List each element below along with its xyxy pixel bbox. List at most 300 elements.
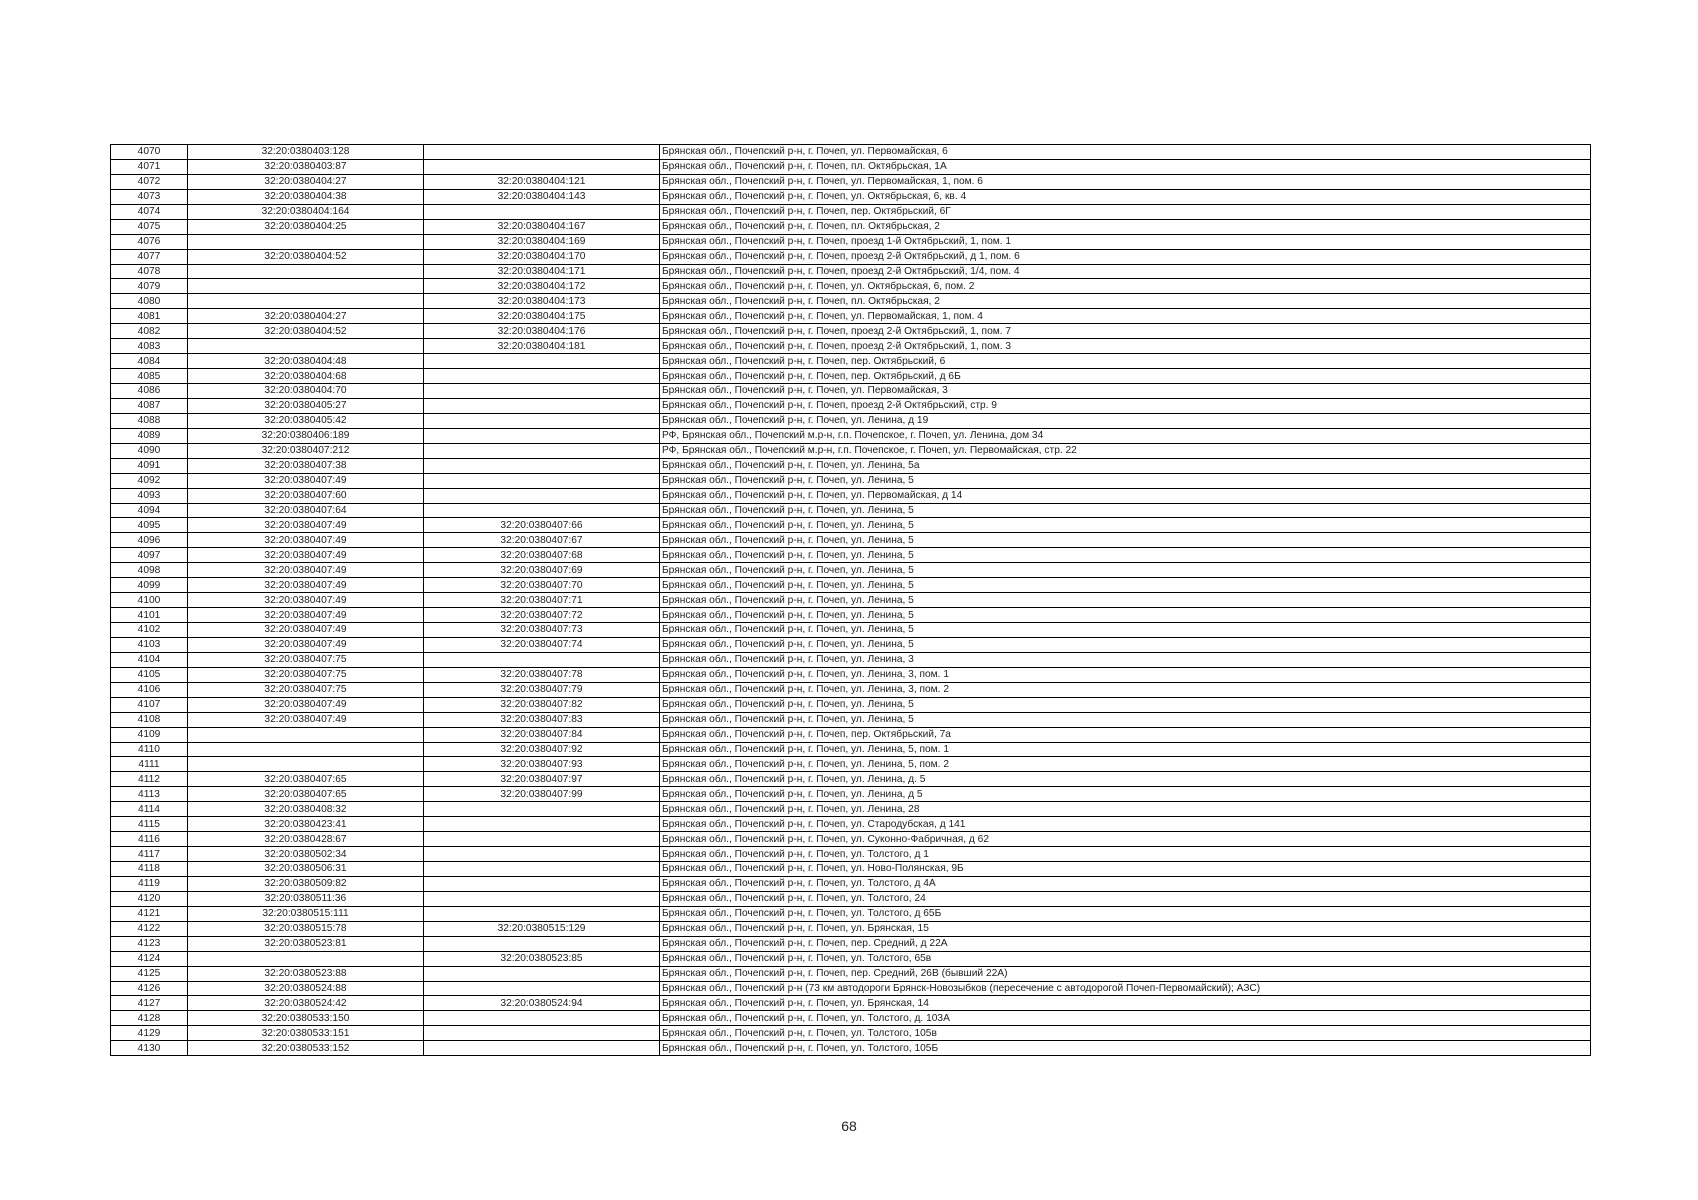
table-row <box>111 533 1591 548</box>
address-cell: Брянская обл., Почепский р-н, г. Почеп, ул. Ленина, 5, пом. 1 <box>660 742 1591 757</box>
cadastral-number-cell <box>188 279 424 294</box>
address-cell: Брянская обл., Почепский р-н, г. Почеп, ул. Ленина, 5 <box>660 623 1591 638</box>
cadastral-number-cell <box>188 294 424 309</box>
address-cell: РФ, Брянская обл., Почепский м.р-н, г.п. Почепское, г. Почеп, ул. Первомайская, стр. 22 <box>660 443 1591 458</box>
row-number-cell: 4071 <box>111 159 188 174</box>
row-number-cell: 4075 <box>111 219 188 234</box>
related-cadastral-number-cell <box>424 145 660 160</box>
related-cadastral-number-cell <box>424 443 660 458</box>
table-row <box>111 772 1591 787</box>
table-row <box>111 727 1591 742</box>
related-cadastral-number-cell: 32:20:0380407:69 <box>424 563 660 578</box>
row-number-cell: 4073 <box>111 189 188 204</box>
cadastral-number-cell: 32:20:0380407:65 <box>188 772 424 787</box>
address-cell: Брянская обл., Почепский р-н, г. Почеп, ул. Ленина, 5 <box>660 533 1591 548</box>
row-number-cell: 4097 <box>111 548 188 563</box>
cadastral-number-cell: 32:20:0380502:34 <box>188 847 424 862</box>
address-cell: Брянская обл., Почепский р-н, г. Почеп, ул. Ленина, 5 <box>660 608 1591 623</box>
cadastral-number-cell: 32:20:0380515:78 <box>188 921 424 936</box>
cadastral-number-cell: 32:20:0380407:75 <box>188 652 424 667</box>
row-number-cell: 4107 <box>111 697 188 712</box>
cadastral-number-cell: 32:20:0380523:88 <box>188 966 424 981</box>
address-cell: Брянская обл., Почепский р-н, г. Почеп, ул. Суконно-Фабричная, д 62 <box>660 832 1591 847</box>
row-number-cell: 4125 <box>111 966 188 981</box>
row-number-cell: 4094 <box>111 503 188 518</box>
table-row <box>111 548 1591 563</box>
cadastral-number-cell: 32:20:0380533:152 <box>188 1041 424 1056</box>
address-cell: Брянская обл., Почепский р-н (73 км автодороги Брянск-Новозыбков (пересечение с автодорогой Почеп-Первомайский); АЗС) <box>660 981 1591 996</box>
address-cell: Брянская обл., Почепский р-н, г. Почеп, ул. Ленина, 3 <box>660 652 1591 667</box>
address-cell: РФ, Брянская обл., Почепский м.р-н, г.п. Почепское, г. Почеп, ул. Ленина, дом 34 <box>660 428 1591 443</box>
table-row <box>111 817 1591 832</box>
row-number-cell: 4095 <box>111 518 188 533</box>
row-number-cell: 4080 <box>111 294 188 309</box>
cadastral-number-cell <box>188 234 424 249</box>
table-row <box>111 862 1591 877</box>
row-number-cell: 4086 <box>111 384 188 399</box>
address-cell: Брянская обл., Почепский р-н, г. Почеп, ул. Ленина, 3, пом. 1 <box>660 667 1591 682</box>
table-row <box>111 921 1591 936</box>
address-cell: Брянская обл., Почепский р-н, г. Почеп, ул. Первомайская, 6 <box>660 145 1591 160</box>
related-cadastral-number-cell <box>424 876 660 891</box>
cadastral-number-cell: 32:20:0380407:75 <box>188 667 424 682</box>
cadastral-number-cell: 32:20:0380407:49 <box>188 623 424 638</box>
related-cadastral-number-cell: 32:20:0380407:99 <box>424 787 660 802</box>
address-cell: Брянская обл., Почепский р-н, г. Почеп, ул. Толстого, д 65Б <box>660 906 1591 921</box>
row-number-cell: 4102 <box>111 623 188 638</box>
table-row <box>111 578 1591 593</box>
table-row <box>111 413 1591 428</box>
address-cell: Брянская обл., Почепский р-н, г. Почеп, ул. Ленина, 5 <box>660 518 1591 533</box>
row-number-cell: 4112 <box>111 772 188 787</box>
table-row <box>111 981 1591 996</box>
address-cell: Брянская обл., Почепский р-н, г. Почеп, ул. Ленина, 5 <box>660 593 1591 608</box>
page-number: 68 <box>841 1118 857 1134</box>
table-row <box>111 832 1591 847</box>
cadastral-number-cell <box>188 339 424 354</box>
cadastral-number-cell: 32:20:0380407:60 <box>188 488 424 503</box>
row-number-cell: 4104 <box>111 652 188 667</box>
related-cadastral-number-cell <box>424 847 660 862</box>
row-number-cell: 4081 <box>111 309 188 324</box>
cadastral-number-cell: 32:20:0380407:49 <box>188 593 424 608</box>
cadastral-number-cell: 32:20:0380404:52 <box>188 324 424 339</box>
row-number-cell: 4093 <box>111 488 188 503</box>
row-number-cell: 4121 <box>111 906 188 921</box>
address-cell: Брянская обл., Почепский р-н, г. Почеп, ул. Ленина, 5 <box>660 637 1591 652</box>
table-row <box>111 174 1591 189</box>
cadastral-number-cell: 32:20:0380524:88 <box>188 981 424 996</box>
related-cadastral-number-cell <box>424 906 660 921</box>
row-number-cell: 4105 <box>111 667 188 682</box>
table-row <box>111 339 1591 354</box>
address-cell: Брянская обл., Почепский р-н, г. Почеп, ул. Ленина, 5а <box>660 458 1591 473</box>
related-cadastral-number-cell: 32:20:0380407:72 <box>424 608 660 623</box>
related-cadastral-number-cell: 32:20:0380404:170 <box>424 249 660 264</box>
address-cell: Брянская обл., Почепский р-н, г. Почеп, ул. Толстого, д 1 <box>660 847 1591 862</box>
row-number-cell: 4092 <box>111 473 188 488</box>
cadastral-number-cell <box>188 727 424 742</box>
row-number-cell: 4113 <box>111 787 188 802</box>
table-row <box>111 623 1591 638</box>
table-row <box>111 443 1591 458</box>
related-cadastral-number-cell <box>424 817 660 832</box>
table-row <box>111 324 1591 339</box>
cadastral-number-cell: 32:20:0380407:49 <box>188 637 424 652</box>
cadastral-number-cell: 32:20:0380407:49 <box>188 533 424 548</box>
row-number-cell: 4084 <box>111 354 188 369</box>
cadastral-number-cell: 32:20:0380524:42 <box>188 996 424 1011</box>
related-cadastral-number-cell <box>424 832 660 847</box>
row-number-cell: 4070 <box>111 145 188 160</box>
cadastral-number-cell: 32:20:0380403:128 <box>188 145 424 160</box>
row-number-cell: 4096 <box>111 533 188 548</box>
related-cadastral-number-cell <box>424 384 660 399</box>
address-cell: Брянская обл., Почепский р-н, г. Почеп, ул. Первомайская, 1, пом. 4 <box>660 309 1591 324</box>
related-cadastral-number-cell: 32:20:0380407:71 <box>424 593 660 608</box>
cadastral-number-cell: 32:20:0380428:67 <box>188 832 424 847</box>
related-cadastral-number-cell <box>424 966 660 981</box>
cadastral-number-cell: 32:20:0380407:38 <box>188 458 424 473</box>
address-cell: Брянская обл., Почепский р-н, г. Почеп, ул. Толстого, 24 <box>660 891 1591 906</box>
row-number-cell: 4109 <box>111 727 188 742</box>
table-row <box>111 996 1591 1011</box>
address-cell: Брянская обл., Почепский р-н, г. Почеп, пл. Октябрьская, 2 <box>660 294 1591 309</box>
address-cell: Брянская обл., Почепский р-н, г. Почеп, пер. Октябрьский, д 6Б <box>660 369 1591 384</box>
table-row <box>111 234 1591 249</box>
related-cadastral-number-cell: 32:20:0380407:66 <box>424 518 660 533</box>
address-cell: Брянская обл., Почепский р-н, г. Почеп, проезд 2-й Октябрьский, д 1, пом. 6 <box>660 249 1591 264</box>
cadastral-number-cell: 32:20:0380533:151 <box>188 1026 424 1041</box>
table-row <box>111 204 1591 219</box>
row-number-cell: 4123 <box>111 936 188 951</box>
related-cadastral-number-cell <box>424 398 660 413</box>
cadastral-number-cell <box>188 742 424 757</box>
row-number-cell: 4100 <box>111 593 188 608</box>
related-cadastral-number-cell: 32:20:0380404:176 <box>424 324 660 339</box>
table-row <box>111 951 1591 966</box>
table-row <box>111 398 1591 413</box>
table-row <box>111 847 1591 862</box>
related-cadastral-number-cell <box>424 652 660 667</box>
cadastral-number-cell: 32:20:0380405:27 <box>188 398 424 413</box>
related-cadastral-number-cell <box>424 473 660 488</box>
cadastral-number-cell: 32:20:0380404:38 <box>188 189 424 204</box>
table-row <box>111 354 1591 369</box>
cadastral-number-cell: 32:20:0380407:49 <box>188 697 424 712</box>
related-cadastral-number-cell <box>424 1011 660 1026</box>
address-cell: Брянская обл., Почепский р-н, г. Почеп, ул. Ленина, 5 <box>660 503 1591 518</box>
row-number-cell: 4089 <box>111 428 188 443</box>
row-number-cell: 4129 <box>111 1026 188 1041</box>
related-cadastral-number-cell <box>424 458 660 473</box>
table-row <box>111 428 1591 443</box>
table-row <box>111 219 1591 234</box>
row-number-cell: 4090 <box>111 443 188 458</box>
related-cadastral-number-cell: 32:20:0380407:97 <box>424 772 660 787</box>
row-number-cell: 4124 <box>111 951 188 966</box>
table-row <box>111 936 1591 951</box>
row-number-cell: 4122 <box>111 921 188 936</box>
row-number-cell: 4077 <box>111 249 188 264</box>
address-cell: Брянская обл., Почепский р-н, г. Почеп, проезд 2-й Октябрьский, 1, пом. 7 <box>660 324 1591 339</box>
table-row <box>111 503 1591 518</box>
table-row <box>111 757 1591 772</box>
related-cadastral-number-cell: 32:20:0380407:67 <box>424 533 660 548</box>
cadastral-number-cell: 32:20:0380404:68 <box>188 369 424 384</box>
related-cadastral-number-cell <box>424 354 660 369</box>
row-number-cell: 4072 <box>111 174 188 189</box>
related-cadastral-number-cell: 32:20:0380407:92 <box>424 742 660 757</box>
related-cadastral-number-cell: 32:20:0380407:73 <box>424 623 660 638</box>
cadastral-number-cell: 32:20:0380407:65 <box>188 787 424 802</box>
cadastral-number-cell <box>188 264 424 279</box>
address-cell: Брянская обл., Почепский р-н, г. Почеп, ул. Ленина, 5 <box>660 578 1591 593</box>
cadastral-number-cell: 32:20:0380404:52 <box>188 249 424 264</box>
cadastral-number-cell: 32:20:0380404:70 <box>188 384 424 399</box>
address-cell: Брянская обл., Почепский р-н, г. Почеп, пер. Октябрьский, 7а <box>660 727 1591 742</box>
table-row <box>111 369 1591 384</box>
address-cell: Брянская обл., Почепский р-н, г. Почеп, ул. Первомайская, 3 <box>660 384 1591 399</box>
related-cadastral-number-cell: 32:20:0380404:121 <box>424 174 660 189</box>
row-number-cell: 4111 <box>111 757 188 772</box>
cadastral-number-cell: 32:20:0380405:42 <box>188 413 424 428</box>
address-cell: Брянская обл., Почепский р-н, г. Почеп, пл. Октябрьская, 1А <box>660 159 1591 174</box>
address-cell: Брянская обл., Почепский р-н, г. Почеп, ул. Ленина, 3, пом. 2 <box>660 682 1591 697</box>
cadastral-number-cell: 32:20:0380407:75 <box>188 682 424 697</box>
address-cell: Брянская обл., Почепский р-н, г. Почеп, проезд 2-й Октябрьский, 1, пом. 3 <box>660 339 1591 354</box>
related-cadastral-number-cell: 32:20:0380404:169 <box>424 234 660 249</box>
table-row <box>111 637 1591 652</box>
table-body <box>111 145 1591 1056</box>
related-cadastral-number-cell <box>424 802 660 817</box>
row-number-cell: 4130 <box>111 1041 188 1056</box>
row-number-cell: 4126 <box>111 981 188 996</box>
table-row <box>111 608 1591 623</box>
row-number-cell: 4087 <box>111 398 188 413</box>
cadastral-number-cell: 32:20:0380404:27 <box>188 174 424 189</box>
cadastral-number-cell: 32:20:0380408:32 <box>188 802 424 817</box>
cadastral-number-cell: 32:20:0380407:212 <box>188 443 424 458</box>
address-cell: Брянская обл., Почепский р-н, г. Почеп, пер. Средний, д 22А <box>660 936 1591 951</box>
cadastral-number-cell: 32:20:0380515:111 <box>188 906 424 921</box>
address-cell: Брянская обл., Почепский р-н, г. Почеп, ул. Ленина, 5 <box>660 548 1591 563</box>
related-cadastral-number-cell <box>424 936 660 951</box>
table-row <box>111 488 1591 503</box>
row-number-cell: 4108 <box>111 712 188 727</box>
address-cell: Брянская обл., Почепский р-н, г. Почеп, ул. Октябрьская, 6, кв. 4 <box>660 189 1591 204</box>
related-cadastral-number-cell <box>424 413 660 428</box>
row-number-cell: 4101 <box>111 608 188 623</box>
row-number-cell: 4079 <box>111 279 188 294</box>
address-cell: Брянская обл., Почепский р-н, г. Почеп, ул. Ленина, 5 <box>660 563 1591 578</box>
related-cadastral-number-cell: 32:20:0380404:181 <box>424 339 660 354</box>
related-cadastral-number-cell: 32:20:0380407:83 <box>424 712 660 727</box>
related-cadastral-number-cell: 32:20:0380404:173 <box>424 294 660 309</box>
row-number-cell: 4110 <box>111 742 188 757</box>
address-cell: Брянская обл., Почепский р-н, г. Почеп, пер. Октябрьский, 6 <box>660 354 1591 369</box>
address-cell: Брянская обл., Почепский р-н, г. Почеп, ул. Толстого, д. 103А <box>660 1011 1591 1026</box>
related-cadastral-number-cell: 32:20:0380404:172 <box>424 279 660 294</box>
cadastral-number-cell: 32:20:0380404:27 <box>188 309 424 324</box>
table-row <box>111 802 1591 817</box>
cadastral-number-cell: 32:20:0380406:189 <box>188 428 424 443</box>
table-row <box>111 1026 1591 1041</box>
table-row <box>111 742 1591 757</box>
row-number-cell: 4078 <box>111 264 188 279</box>
row-number-cell: 4115 <box>111 817 188 832</box>
address-cell: Брянская обл., Почепский р-н, г. Почеп, ул. Стародубская, д 141 <box>660 817 1591 832</box>
row-number-cell: 4127 <box>111 996 188 1011</box>
row-number-cell: 4128 <box>111 1011 188 1026</box>
row-number-cell: 4098 <box>111 563 188 578</box>
related-cadastral-number-cell: 32:20:0380407:79 <box>424 682 660 697</box>
related-cadastral-number-cell <box>424 369 660 384</box>
address-cell: Брянская обл., Почепский р-н, г. Почеп, ул. Толстого, 105Б <box>660 1041 1591 1056</box>
table-row <box>111 697 1591 712</box>
related-cadastral-number-cell <box>424 488 660 503</box>
table-row <box>111 891 1591 906</box>
cadastral-number-cell: 32:20:0380523:81 <box>188 936 424 951</box>
related-cadastral-number-cell <box>424 1026 660 1041</box>
related-cadastral-number-cell: 32:20:0380407:93 <box>424 757 660 772</box>
row-number-cell: 4099 <box>111 578 188 593</box>
table-row <box>111 876 1591 891</box>
row-number-cell: 4083 <box>111 339 188 354</box>
table-row <box>111 458 1591 473</box>
address-cell: Брянская обл., Почепский р-н, г. Почеп, ул. Ленина, 5, пом. 2 <box>660 757 1591 772</box>
address-cell: Брянская обл., Почепский р-н, г. Почеп, ул. Ленина, д 19 <box>660 413 1591 428</box>
row-number-cell: 4120 <box>111 891 188 906</box>
table-row <box>111 1041 1591 1056</box>
table-row <box>111 1011 1591 1026</box>
cadastral-number-cell: 32:20:0380407:49 <box>188 578 424 593</box>
table-row <box>111 563 1591 578</box>
related-cadastral-number-cell: 32:20:0380515:129 <box>424 921 660 936</box>
row-number-cell: 4117 <box>111 847 188 862</box>
address-cell: Брянская обл., Почепский р-н, г. Почеп, проезд 2-й Октябрьский, стр. 9 <box>660 398 1591 413</box>
related-cadastral-number-cell <box>424 159 660 174</box>
row-number-cell: 4085 <box>111 369 188 384</box>
related-cadastral-number-cell: 32:20:0380407:68 <box>424 548 660 563</box>
table-row <box>111 787 1591 802</box>
row-number-cell: 4091 <box>111 458 188 473</box>
table-row <box>111 667 1591 682</box>
table-row <box>111 906 1591 921</box>
table-row <box>111 384 1591 399</box>
cadastral-table <box>110 144 1591 1056</box>
cadastral-number-cell <box>188 951 424 966</box>
related-cadastral-number-cell: 32:20:0380404:143 <box>424 189 660 204</box>
related-cadastral-number-cell: 32:20:0380407:82 <box>424 697 660 712</box>
table-row <box>111 473 1591 488</box>
table-row <box>111 159 1591 174</box>
table-row <box>111 189 1591 204</box>
row-number-cell: 4088 <box>111 413 188 428</box>
cadastral-number-cell: 32:20:0380423:41 <box>188 817 424 832</box>
cadastral-number-cell: 32:20:0380407:49 <box>188 608 424 623</box>
address-cell: Брянская обл., Почепский р-н, г. Почеп, ул. Толстого, 65в <box>660 951 1591 966</box>
row-number-cell: 4103 <box>111 637 188 652</box>
address-cell: Брянская обл., Почепский р-н, г. Почеп, пл. Октябрьская, 2 <box>660 219 1591 234</box>
cadastral-number-cell: 32:20:0380407:49 <box>188 712 424 727</box>
related-cadastral-number-cell <box>424 891 660 906</box>
cadastral-number-cell: 32:20:0380407:64 <box>188 503 424 518</box>
address-cell: Брянская обл., Почепский р-н, г. Почеп, ул. Ленина, д 5 <box>660 787 1591 802</box>
cadastral-number-cell: 32:20:0380407:49 <box>188 563 424 578</box>
address-cell: Брянская обл., Почепский р-н, г. Почеп, пер. Средний, 26В (бывший 22А) <box>660 966 1591 981</box>
cadastral-number-cell: 32:20:0380404:164 <box>188 204 424 219</box>
cadastral-number-cell: 32:20:0380509:82 <box>188 876 424 891</box>
related-cadastral-number-cell: 32:20:0380404:167 <box>424 219 660 234</box>
related-cadastral-number-cell: 32:20:0380524:94 <box>424 996 660 1011</box>
address-cell: Брянская обл., Почепский р-н, г. Почеп, ул. Ленина, 5 <box>660 473 1591 488</box>
related-cadastral-number-cell <box>424 428 660 443</box>
cadastral-number-cell: 32:20:0380404:48 <box>188 354 424 369</box>
table-row <box>111 279 1591 294</box>
cadastral-number-cell: 32:20:0380506:31 <box>188 862 424 877</box>
address-cell: Брянская обл., Почепский р-н, г. Почеп, ул. Ленина, 28 <box>660 802 1591 817</box>
related-cadastral-number-cell <box>424 204 660 219</box>
related-cadastral-number-cell: 32:20:0380407:70 <box>424 578 660 593</box>
table-row <box>111 682 1591 697</box>
cadastral-number-cell: 32:20:0380403:87 <box>188 159 424 174</box>
row-number-cell: 4114 <box>111 802 188 817</box>
row-number-cell: 4074 <box>111 204 188 219</box>
cadastral-number-cell: 32:20:0380533:150 <box>188 1011 424 1026</box>
related-cadastral-number-cell <box>424 862 660 877</box>
address-cell: Брянская обл., Почепский р-н, г. Почеп, ул. Первомайская, 1, пом. 6 <box>660 174 1591 189</box>
related-cadastral-number-cell <box>424 1041 660 1056</box>
related-cadastral-number-cell: 32:20:0380407:78 <box>424 667 660 682</box>
related-cadastral-number-cell: 32:20:0380404:171 <box>424 264 660 279</box>
address-cell: Брянская обл., Почепский р-н, г. Почеп, ул. Брянская, 15 <box>660 921 1591 936</box>
related-cadastral-number-cell <box>424 981 660 996</box>
cadastral-number-cell: 32:20:0380511:36 <box>188 891 424 906</box>
row-number-cell: 4082 <box>111 324 188 339</box>
row-number-cell: 4076 <box>111 234 188 249</box>
address-cell: Брянская обл., Почепский р-н, г. Почеп, ул. Ленина, 5 <box>660 697 1591 712</box>
table-row <box>111 294 1591 309</box>
cadastral-number-cell <box>188 757 424 772</box>
table-row <box>111 249 1591 264</box>
address-cell: Брянская обл., Почепский р-н, г. Почеп, ул. Первомайская, д 14 <box>660 488 1591 503</box>
address-cell: Брянская обл., Почепский р-н, г. Почеп, проезд 1-й Октябрьский, 1, пом. 1 <box>660 234 1591 249</box>
table-row <box>111 264 1591 279</box>
row-number-cell: 4116 <box>111 832 188 847</box>
table-row <box>111 966 1591 981</box>
table-row <box>111 712 1591 727</box>
address-cell: Брянская обл., Почепский р-н, г. Почеп, ул. Толстого, д 4А <box>660 876 1591 891</box>
related-cadastral-number-cell: 32:20:0380407:74 <box>424 637 660 652</box>
address-cell: Брянская обл., Почепский р-н, г. Почеп, ул. Брянская, 14 <box>660 996 1591 1011</box>
table-row <box>111 652 1591 667</box>
related-cadastral-number-cell <box>424 503 660 518</box>
address-cell: Брянская обл., Почепский р-н, г. Почеп, пер. Октябрьский, 6Г <box>660 204 1591 219</box>
cadastral-number-cell: 32:20:0380404:25 <box>188 219 424 234</box>
row-number-cell: 4118 <box>111 862 188 877</box>
cadastral-number-cell: 32:20:0380407:49 <box>188 473 424 488</box>
related-cadastral-number-cell: 32:20:0380523:85 <box>424 951 660 966</box>
address-cell: Брянская обл., Почепский р-н, г. Почеп, ул. Ново-Полянская, 9Б <box>660 862 1591 877</box>
address-cell: Брянская обл., Почепский р-н, г. Почеп, ул. Ленина, д. 5 <box>660 772 1591 787</box>
address-cell: Брянская обл., Почепский р-н, г. Почеп, ул. Октябрьская, 6, пом. 2 <box>660 279 1591 294</box>
row-number-cell: 4119 <box>111 876 188 891</box>
cadastral-number-cell: 32:20:0380407:49 <box>188 548 424 563</box>
address-cell: Брянская обл., Почепский р-н, г. Почеп, ул. Толстого, 105в <box>660 1026 1591 1041</box>
related-cadastral-number-cell: 32:20:0380407:84 <box>424 727 660 742</box>
related-cadastral-number-cell: 32:20:0380404:175 <box>424 309 660 324</box>
